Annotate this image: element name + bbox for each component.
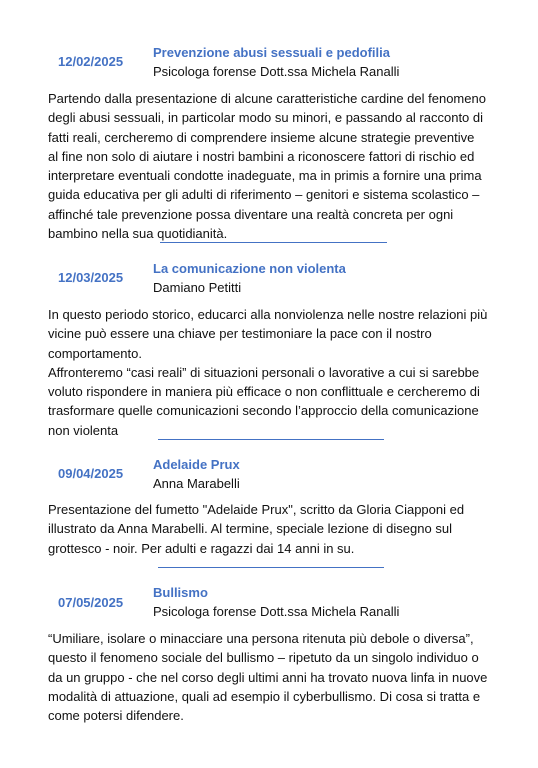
event-description — [48, 305, 503, 440]
description-line: non violenta — [48, 422, 119, 438]
event-date: 12/03/2025 — [58, 270, 124, 285]
description-line: illustrato da Anna Marabelli. Al termine, speciale lezione di disegno sul — [48, 521, 452, 537]
description-line: Affronteremo “casi reali” di situazioni personali o lavorative a cui si sarebbe — [48, 364, 480, 380]
description-line: vicine può essere una chiave per testimoniare la pace con il nostro — [48, 326, 432, 342]
event-title: Prevenzione abusi sessuali e pedofilia — [153, 45, 390, 60]
section-divider — [160, 242, 387, 243]
section-divider — [158, 439, 384, 440]
description-line: interpretare eventuali condotte inadeguate, ma in primis a fornire una prima — [48, 168, 482, 184]
event-description — [48, 500, 503, 558]
event-date: 09/04/2025 — [58, 466, 124, 481]
description-line: comportamento. — [48, 345, 142, 361]
event-title: Adelaide Prux — [153, 457, 240, 472]
description-line: affinché tale prevenzione possa diventare una realtà concreta per ogni — [48, 206, 454, 222]
description-line: Partendo dalla presentazione di alcune caratteristiche cardine del fenomeno — [48, 91, 486, 106]
event-title: Bullismo — [153, 585, 208, 600]
description-line: al fine non solo di aiutare i nostri bambini a riconoscere fattori di rischio ed — [48, 148, 475, 164]
event-date: 12/02/2025 — [58, 54, 124, 69]
description-line: trasformare quelle comunicazioni secondo l’approccio della comunicazione — [48, 403, 479, 419]
description-line: In questo periodo storico, educarci alla nonviolenza nelle nostre relazioni più — [48, 307, 488, 322]
description-line: Presentazione del fumetto "Adelaide Prux", scritto da Gloria Ciapponi ed — [48, 502, 465, 517]
description-line: bambino nella sua quotidianità. — [48, 226, 228, 242]
description-line: grottesco - noir. Per adulti e ragazzi dai 14 anni in su. — [48, 540, 355, 556]
description-line: modalità di attuazione, quali ad esempio il cyberbullismo. Di cosa si tratta e — [48, 688, 481, 704]
description-line: questo il fenomeno sociale del bullismo – ripetuto da un singolo individuo o — [48, 650, 479, 666]
description-line: “Umiliare, isolare o minacciare una persona ritenuta più debole o diversa”, — [48, 631, 474, 646]
event-title: La comunicazione non violenta — [153, 261, 346, 276]
description-line: da un gruppo - che nel corso degli ultimi anni ha trovato nuova linfa in nuove — [48, 669, 488, 685]
description-line: guida educativa per gli adulti di riferimento – genitori e sistema scolastico – — [48, 187, 480, 203]
description-line: come potersi difendere. — [48, 708, 184, 724]
description-line: fatti reali, cercheremo di comprendere insieme alcune strategie preventive — [48, 129, 475, 145]
event-speaker: Psicologa forense Dott.ssa Michela Ranalli — [153, 604, 400, 619]
event-speaker: Psicologa forense Dott.ssa Michela Ranalli — [153, 64, 400, 79]
event-description — [48, 89, 503, 243]
event-date: 07/05/2025 — [58, 595, 124, 610]
section-divider — [158, 567, 384, 568]
event-speaker: Damiano Petitti — [153, 280, 242, 295]
event-speaker: Anna Marabelli — [153, 476, 240, 491]
description-line: degli abusi sessuali, in particolar modo su minori, e passando al racconto di — [48, 110, 484, 126]
description-line: voluto rispondere in maniera più efficace o non conflittuale e cercheremo di — [48, 384, 480, 400]
event-description — [48, 629, 503, 725]
